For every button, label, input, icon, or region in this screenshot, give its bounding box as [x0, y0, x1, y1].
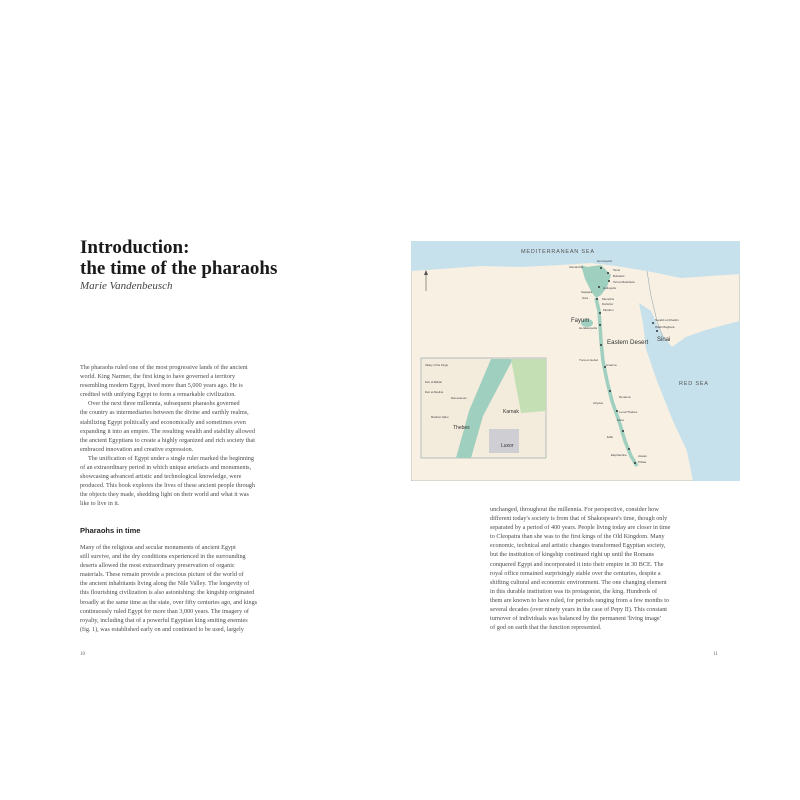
site-dot — [616, 410, 618, 412]
sinai-label: Sinai — [657, 337, 671, 343]
text-line: the ancient Egyptians to create a highly organized and rich society that — [80, 436, 255, 444]
text-line: the country as intermediaries between the divine and earthly realms, — [80, 409, 249, 417]
place-label: Wadi Maghara — [655, 325, 675, 329]
text-line: but the institution of kingship continued right up until the Romans — [490, 551, 654, 559]
place-label: Dahshur — [602, 302, 614, 306]
text-line: of an extraordinary period in which unique artefacts and monuments, — [80, 464, 252, 472]
place-label: Elephantine — [611, 453, 627, 457]
text-line: The unification of Egypt under a single ruler marked the beginning — [88, 454, 254, 462]
text-line: Many of the religious and secular monuments of ancient Egypt — [80, 544, 236, 551]
text-line: in this durable institution was its protagonist, the king. Hundreds of — [490, 587, 658, 595]
red-sea-label: RED SEA — [679, 381, 709, 387]
text-line: expanding it into an empire. The resulting wealth and stability allowed — [80, 427, 255, 435]
site-dot — [622, 430, 624, 432]
site-dot — [656, 330, 658, 332]
page-number-right: 11 — [713, 652, 718, 657]
text-line: royalty, including that of a powerful Egyptian king smiting enemies — [80, 616, 248, 624]
thebes-label: Thebes — [453, 425, 470, 431]
section-text — [80, 543, 257, 634]
site-dot — [607, 272, 609, 274]
place-label: Tuna el-Gebel — [579, 358, 598, 362]
site-dot — [608, 280, 610, 282]
place-label: Bubastis — [613, 274, 625, 278]
text-line: conquered Egypt and incorporated it into their empire in 30 BCE. The — [490, 560, 664, 568]
page-number-left: 10 — [80, 652, 85, 657]
place-label: Amarna — [606, 363, 617, 367]
luxor-area — [489, 429, 519, 453]
place-label: Memphis — [602, 297, 615, 301]
inset-place-label: Medinet Habu — [431, 415, 449, 419]
text-line: world. King Narmer, the first king to have governed a territory — [80, 373, 236, 381]
place-label: Philae — [638, 460, 647, 464]
place-label: Tell el-Maskhuta — [613, 280, 635, 284]
text-line: embraced innovation and creative expression. — [80, 445, 194, 453]
inset-place-label: Ramesseum — [451, 396, 467, 400]
site-dot — [600, 267, 602, 269]
text-line: the objects they made, shedding light on their world and what it was — [80, 491, 249, 499]
place-label: Abydos — [593, 401, 604, 405]
site-dot — [599, 312, 601, 314]
author-name: Marie Vandenbeusch — [80, 280, 173, 292]
place-label: Herakleopolis — [579, 326, 598, 330]
text-line: turnover of individuals was balanced by the permanent 'living image' — [490, 615, 661, 623]
place-label: Giza — [582, 296, 589, 300]
place-label: Esna — [617, 418, 624, 422]
site-dot — [652, 322, 654, 324]
place-label: Saqqara — [581, 290, 593, 294]
text-line: produced. This book explores the lives of these ancient people through — [80, 482, 255, 490]
text-line: of god on earth that the function represented. — [490, 624, 602, 632]
place-label: Edfu — [607, 435, 614, 439]
text-line: the ancient inhabitants living along the Nile Valley. The longevity of — [80, 580, 250, 588]
text-line: still survive, and the dry conditions experienced in the surrounding — [80, 553, 246, 561]
place-label: Dendera — [619, 395, 631, 399]
text-line: this flourishing civilization is also astonishing: the kingship originated — [80, 589, 255, 597]
text-line: different today's society is from that of Shakespeare's time, though only — [490, 515, 668, 523]
place-label: Hermopolis — [597, 259, 613, 263]
text-line: (fig. 1), was established early on and continued to be used, largely — [80, 625, 244, 633]
inset-place-label: Deir el-Medina — [425, 390, 444, 394]
place-label: Heliopolis — [603, 286, 617, 290]
text-line: like to live in it. — [80, 500, 120, 508]
text-line: stabilizing Egypt politically and economically and sometimes even — [80, 418, 246, 426]
med-sea-label: MEDITERRANEAN SEA — [521, 249, 595, 255]
right-column-text — [490, 505, 670, 632]
site-dot — [596, 298, 598, 300]
text-line: continuously ruled Egypt for more than 3,000 years. The imagery of — [80, 607, 249, 615]
intro-text — [80, 363, 255, 509]
text-line: Over the next three millennia, subsequent pharaohs governed — [88, 400, 240, 408]
inset-place-label: Valley of the Kings — [425, 363, 448, 367]
thebes-inset — [421, 358, 546, 458]
eastern-desert-label: Eastern Desert — [607, 339, 649, 346]
text-line: materials. These remain provide a precious picture of the world of — [80, 571, 244, 579]
site-dot — [634, 462, 636, 464]
site-dot — [598, 286, 600, 288]
text-line: them are known to have ruled, for periods ranging from a few months to — [490, 596, 670, 604]
text-line: several decades (over ninety years in the case of Pepy II). This constant — [490, 606, 668, 614]
text-line: credited with unifying Egypt to form a remarkable civilization. — [80, 391, 236, 399]
site-dot — [628, 448, 630, 450]
text-line: separated by a period of 400 years. People living today are closer in time — [490, 524, 671, 532]
title-line-2: the time of the pharaohs — [80, 258, 278, 279]
text-line: to Cleopatra than she was to the first kings of the Old Kingdom. Many — [490, 533, 665, 541]
site-dot — [609, 390, 611, 392]
text-line: showcasing advanced artistic and technological knowledge, were — [80, 473, 242, 481]
place-label: Luxor/Thebes — [619, 410, 638, 414]
text-line: shifting cultural and economic environment. The one changing element — [490, 578, 667, 586]
text-line: deserts allowed the most extraordinary preservation of organic — [80, 562, 235, 570]
egypt-map — [411, 241, 740, 481]
text-line: unchanged, throughout the millennia. For perspective, consider how — [490, 506, 659, 513]
text-line: royal office remained surprisingly stable over the centuries, despite a — [490, 569, 661, 577]
karnak-label: Karnak — [503, 409, 519, 415]
text-line: The pharaohs ruled one of the most progressive lands of the ancient — [80, 364, 248, 371]
place-label: Alexandria — [569, 265, 584, 269]
chapter-title — [80, 237, 277, 279]
inset-place-label: Deir el-Bahari — [425, 380, 443, 384]
fayum-label: Fayum — [571, 318, 590, 324]
section-heading: Pharaohs in time — [80, 526, 141, 535]
title-line-1: Introduction: — [80, 237, 190, 258]
luxor-label: Luxor — [501, 443, 514, 449]
place-label: Meidum — [603, 308, 614, 312]
place-label: Tanis — [613, 268, 621, 272]
text-line: resembling modern Egypt, lived more than 5,000 years ago. He is — [80, 382, 243, 390]
site-dot — [600, 344, 602, 346]
place-label: Serabit el-Khadim — [655, 318, 679, 322]
place-label: Aswan — [638, 454, 648, 458]
text-line: broadly at the same time as the state, over fifty centuries ago, and kings — [80, 598, 258, 606]
text-line: economic, technical and artistic changes transformed Egyptian society, — [490, 542, 666, 550]
site-dot — [599, 324, 601, 326]
